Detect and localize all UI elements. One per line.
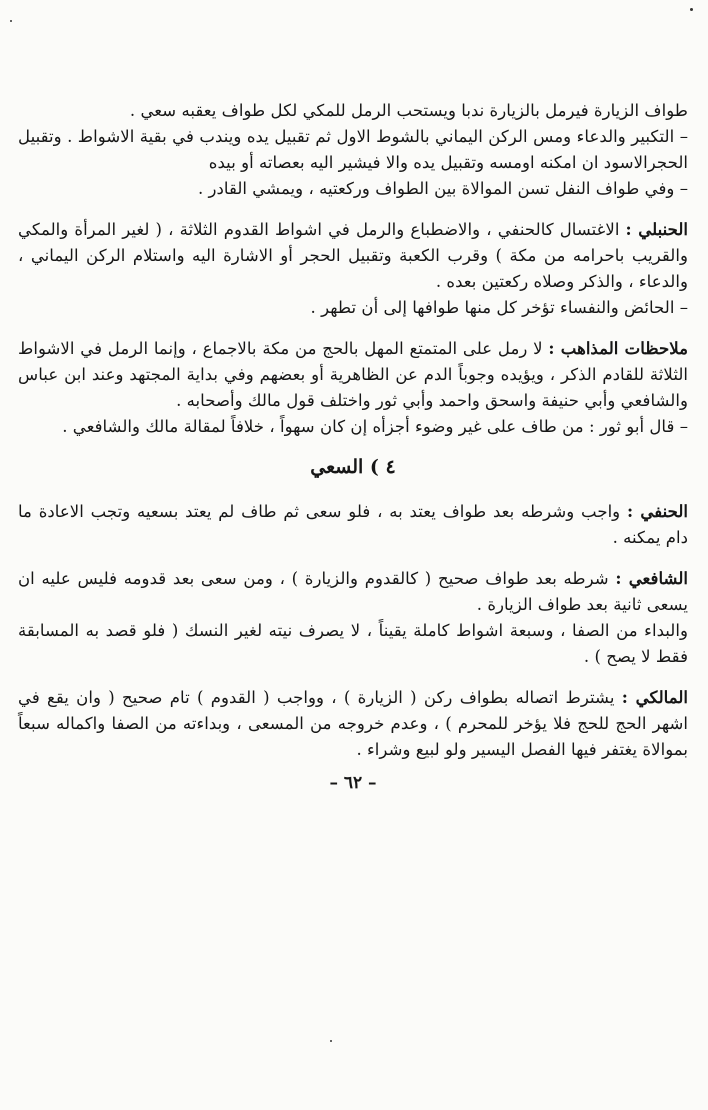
document-page — [18, 98, 688, 1090]
section-heading: ٤ ) السعي — [310, 456, 396, 478]
page-number: – ٦٢ – — [329, 773, 377, 793]
paragraph-hanbali — [18, 216, 688, 321]
text-line: – الحائض والنفساء تؤخر كل منها طوافها إلى أن تطهر . — [310, 298, 688, 317]
paragraph-text: يشترط اتصاله بطواف ركن ( الزيارة ) ، وواجب ( القدوم ) تام صحيح ( وان يقع في اشهر الحج للحج فلا يؤخر للمحرم ) ، وعدم خروجه من المسعى ، وبداءته من الصفا واكماله سبعاً بموالاة يغتفر فيها الفصل اليسير ولو لبيع وشراء . — [18, 688, 688, 759]
text-line: – التكبير والدعاء ومس الركن اليماني بالشوط الاول ثم تقبيل يده ويندب في بقية الاشواط . وتقبيل الحجرالاسود ان امكنه اومسه وتقبيل يده والا فيشير اليه بعصاته أو بيده — [18, 127, 688, 172]
text-line: – وفي طواف النفل تسن الموالاة بين الطواف وركعتيه ، ويمشي القادر . — [197, 179, 688, 198]
text-line — [18, 335, 688, 414]
madhhab-label: المالكي : — [621, 687, 688, 707]
text-line: طواف الزيارة فيرمل بالزيارة ندبا ويستحب الرمل للمكي لكل طواف يعقبه سعي . — [129, 101, 688, 120]
paragraph-text: شرطه بعد طواف صحيح ( كالقدوم والزيارة ) ، ومن سعى بعد قدومه فليس عليه ان يسعى ثانية بعد طواف الزيارة . — [18, 569, 688, 614]
madhhab-label: الحنفي : — [626, 501, 688, 521]
paragraph-text: لا رمل على المتمتع المهل بالحج من مكة بالاجماع ، وإنما الرمل في الاشواط الثلاثة للقادم الذكر ، ويؤيده وجوباً الدم عن الظاهرية أو بعضهم وفي بداية المجتهد وعند ابن عباس والشافعي وأبي حنيفة واسحق واحمد وأبي ثور واختلف قول مالك وأصحابه . — [18, 339, 688, 410]
paragraph-tawaf-continued — [18, 98, 688, 202]
text-line: والبداء من الصفا ، وسبعة اشواط كاملة يقيناً ، لا يصرف نيته لغير النسك ( فلو قصد به المسابقة فقط لا يصح ) . — [18, 621, 688, 666]
madhhab-label: الحنبلي : — [625, 219, 688, 239]
paragraph-text: واجب وشرطه بعد طواف يعتد به ، فلو سعى ثم طاف لم يعتد بسعيه وتجب الاعادة ما دام يمكنه . — [18, 502, 688, 547]
paragraph-hanafi — [18, 498, 688, 551]
paragraph-maliki — [18, 684, 688, 763]
text-line: – قال أبو ثور : من طاف على غير وضوء أجزأه إن كان سهواً ، خلافاً لمقالة مالك والشافعي . — [62, 417, 688, 436]
text-line — [18, 498, 688, 551]
paragraph-madhahib-notes — [18, 335, 688, 440]
text-line — [18, 684, 688, 763]
madhhab-label: الشافعي : — [615, 568, 688, 588]
paragraph-text: الاغتسال كالحنفي ، والاضطباع والرمل في اشواط القدوم الثلاثة ، ( لغير المرأة والمكي والقريب باحرامه من مكة ) وقرب الكعبة وتقبيل الحجر أو الاشارة اليه واستلام الركن اليماني ، والدعاء ، والذكر وصلاه ركعتين بعده . — [18, 220, 688, 291]
notes-label: ملاحظات المذاهب : — [548, 338, 689, 358]
paragraph-shafii — [18, 565, 688, 670]
text-line — [18, 216, 688, 295]
scan-speck — [690, 8, 693, 11]
scan-speck — [10, 20, 12, 22]
text-line — [18, 565, 688, 618]
